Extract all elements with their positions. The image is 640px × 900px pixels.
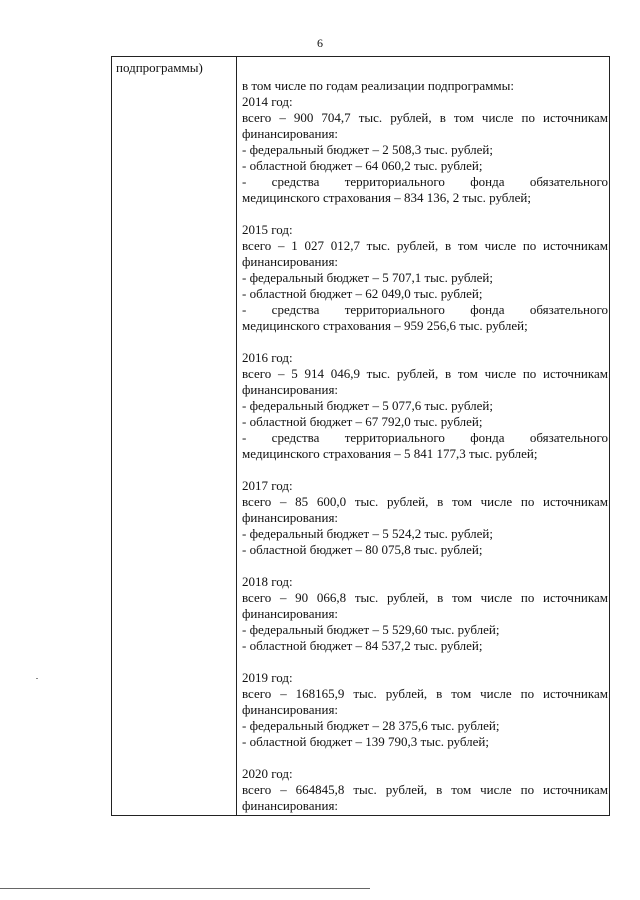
block-gap	[242, 654, 608, 670]
financing-label: финансирования:	[242, 702, 339, 717]
financing-label: финансирования:	[242, 382, 339, 397]
year-block	[242, 750, 608, 814]
financing-label: финансирования:	[242, 798, 339, 813]
budget-line: - областной бюджет – 67 792,0 тыс. рублей;	[242, 414, 483, 429]
budget-line: - федеральный бюджет – 5 077,6 тыс. рублей;	[242, 398, 493, 413]
year-block	[242, 94, 608, 206]
budget-line: - федеральный бюджет – 5 524,2 тыс. рублей;	[242, 526, 493, 541]
block-gap	[242, 206, 608, 222]
total-line: всего – 664845,8 тыс. рублей, в том числе по источникам	[242, 782, 608, 797]
block-gap	[242, 462, 608, 478]
year-block	[242, 558, 608, 654]
financing-label: финансирования:	[242, 510, 339, 525]
fund-line: - средства территориального фонда обязательного	[242, 174, 608, 189]
block-gap	[242, 558, 608, 574]
budget-line: - областной бюджет – 80 075,8 тыс. рублей;	[242, 542, 483, 557]
intro-line: в том числе по годам реализации подпрограммы:	[242, 78, 514, 93]
year-heading: 2014 год:	[242, 94, 293, 109]
left-cell-text: подпрограммы)	[116, 60, 203, 75]
year-block	[242, 654, 608, 750]
column-divider	[236, 57, 237, 815]
total-line: всего – 90 066,8 тыс. рублей, в том числе по источникам	[242, 590, 608, 605]
financing-label: финансирования:	[242, 126, 339, 141]
fund-line-end: медицинского страхования – 959 256,6 тыс. рублей;	[242, 318, 528, 333]
budget-line: - областной бюджет – 139 790,3 тыс. рублей;	[242, 734, 489, 749]
year-heading: 2017 год:	[242, 478, 293, 493]
year-heading: 2015 год:	[242, 222, 293, 237]
budget-line: - областной бюджет – 64 060,2 тыс. рублей;	[242, 158, 483, 173]
total-line: всего – 1 027 012,7 тыс. рублей, в том числе по источникам	[242, 238, 608, 253]
year-block	[242, 206, 608, 334]
year-heading: 2018 год:	[242, 574, 293, 589]
year-block	[242, 462, 608, 558]
year-heading: 2016 год:	[242, 350, 293, 365]
total-line: всего – 85 600,0 тыс. рублей, в том числе по источникам	[242, 494, 608, 509]
total-line: всего – 168165,9 тыс. рублей, в том числе по источникам	[242, 686, 608, 701]
year-block	[242, 334, 608, 462]
years-list	[242, 94, 608, 814]
year-heading: 2019 год:	[242, 670, 293, 685]
financing-label: финансирования:	[242, 606, 339, 621]
right-cell	[242, 78, 608, 814]
budget-line: - областной бюджет – 84 537,2 тыс. рублей;	[242, 638, 483, 653]
total-line: всего – 5 914 046,9 тыс. рублей, в том числе по источникам	[242, 366, 608, 381]
page-number: 6	[317, 36, 323, 50]
budget-line: - федеральный бюджет – 5 707,1 тыс. рублей;	[242, 270, 493, 285]
fund-line-end: медицинского страхования – 834 136, 2 тыс. рублей;	[242, 190, 531, 205]
budget-line: - областной бюджет – 62 049,0 тыс. рублей;	[242, 286, 483, 301]
margin-mark	[36, 678, 38, 679]
block-gap	[242, 750, 608, 766]
fund-line-end: медицинского страхования – 5 841 177,3 тыс. рублей;	[242, 446, 538, 461]
budget-table	[111, 56, 610, 816]
block-gap	[242, 334, 608, 350]
budget-line: - федеральный бюджет – 2 508,3 тыс. рублей;	[242, 142, 493, 157]
budget-line: - федеральный бюджет – 28 375,6 тыс. рублей;	[242, 718, 500, 733]
financing-label: финансирования:	[242, 254, 339, 269]
year-heading: 2020 год:	[242, 766, 293, 781]
fund-line: - средства территориального фонда обязательного	[242, 430, 608, 445]
fund-line: - средства территориального фонда обязательного	[242, 302, 608, 317]
budget-line: - федеральный бюджет – 5 529,60 тыс. рублей;	[242, 622, 500, 637]
footer-rule	[0, 888, 370, 889]
total-line: всего – 900 704,7 тыс. рублей, в том числе по источникам	[242, 110, 608, 125]
